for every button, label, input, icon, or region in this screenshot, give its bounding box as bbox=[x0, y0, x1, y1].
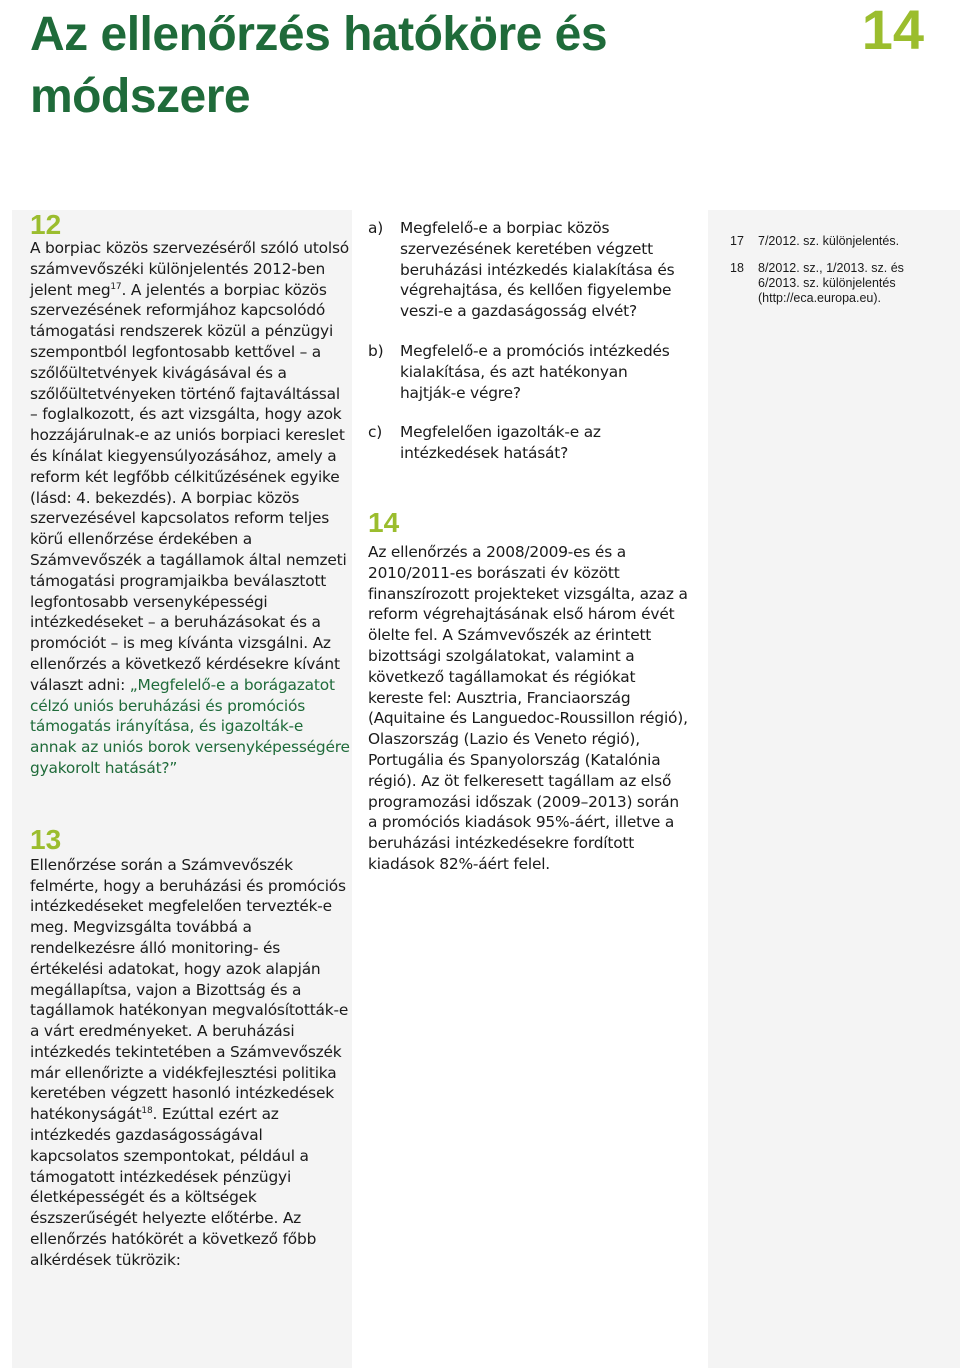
footnote-ref-17[interactable]: 17 bbox=[110, 281, 122, 292]
footnote-17 bbox=[730, 234, 960, 249]
question-letter: c) bbox=[368, 423, 383, 442]
footnote-18 bbox=[730, 261, 960, 306]
question-text: Megfelelően igazolták-e az intézkedések hatását? bbox=[400, 423, 601, 463]
page-number: 14 bbox=[861, 0, 924, 61]
paragraph-14: Az ellenőrzés a 2008/2009-es és a 2010/2011-es borászati év között finanszírozott projekteket vizsgálta, azaz a reform végrehajtásának első három évét ölelte fel. A Számvevőszék az érintett bizottsági szolgálatokat, valamint a következő tagállamokat és régiókat kereste fel: Ausztria, Franciaország (Aquitaine és Languedoc-Roussillon régió), Olaszország (Lazio és Veneto régió), Portugália és Spanyolország (Katalónia régió). Az öt felkeresett tagállam az első programozási időszak (2009–2013) során a promóciós kiadások 95%-áért, illetve a beruházási intézkedésekre fordított kiadások 82%-áért felel. bbox=[368, 542, 688, 873]
paragraph-12-text-start: A borpiac közös szervezéséről szóló utolsó számvevőszéki különjelentés 2012-ben jelent meg bbox=[30, 239, 349, 299]
question-c bbox=[368, 422, 688, 464]
paragraph-13-text-end: . Ezúttal ezért az intézkedés gazdaságosságával kapcsolatos szempontokat, például a támogatott intézkedések pénzügyi életképességét és a költségek észszerűségét helyezte előtérbe. Az ellenőrzés hatókörét a következő főbb alkérdések tükrözik: bbox=[30, 1105, 317, 1269]
question-letter: a) bbox=[368, 219, 384, 237]
page-title: Az ellenőrzés hatóköre és módszere bbox=[30, 8, 608, 123]
footnote-text: 8/2012. sz., 1/2013. sz. és 6/2013. sz. különjelentés (http://eca.europa.eu). bbox=[758, 261, 904, 305]
middle-column bbox=[368, 218, 688, 875]
question-a bbox=[368, 218, 688, 322]
question-text: Megfelelő-e a borpiac közös szervezésének keretében végzett beruházási intézkedés kialakítása és végrehajtása, és kellően figyelembe veszi-e a gazdaságosság elvét? bbox=[400, 219, 675, 321]
footnote-text: 7/2012. sz. különjelentés. bbox=[758, 234, 900, 248]
paragraph-number-12: 12 bbox=[30, 209, 62, 240]
question-b bbox=[368, 341, 688, 403]
footnotes-column bbox=[708, 210, 960, 1368]
paragraph-12 bbox=[30, 238, 352, 779]
footnote-number: 18 bbox=[730, 261, 744, 275]
footnote-number: 17 bbox=[730, 234, 744, 248]
question-letter: b) bbox=[368, 341, 384, 360]
left-column bbox=[12, 210, 352, 1368]
footnote-ref-18[interactable]: 18 bbox=[141, 1106, 153, 1117]
paragraph-number-13: 13 bbox=[30, 823, 62, 855]
paragraph-13 bbox=[30, 855, 352, 1271]
audit-question-highlight: „Megfelelő-e a borágazatot célzó uniós beruházási és promóciós támogatás irányítása, és igazolták-e annak az uniós borok versenyképességére gyakorolt hatását?” bbox=[30, 675, 350, 777]
paragraph-13-text-start: Ellenőrzése során a Számvevőszék felmérte, hogy a beruházási és promóciós intézkedéseket megfelelően tervezték-e meg. Megvizsgálta továbbá a rendelkezésre álló monitoring- és értékelési adatokat, hogy azok alapján megállapítsa, vajon a Bizottság és a tagállamok hatékonyan megvalósították-e a várt eredményeket. A beruházási intézkedés tekintetében a Számvevőszék már ellenőrizte a vidékfejlesztési politika keretében végzett hasonló intézkedések hatékonyságát bbox=[30, 855, 349, 1124]
question-text: Megfelelő-e a promóciós intézkedés kialakítása, és azt hatékonyan hajtják-e végre? bbox=[400, 341, 670, 402]
paragraph-12-text-end: . A jelentés a borpiac közös szervezésének reformjához kapcsolódó támogatási rendszerek közül a pénzügyi szempontból legfontosabb kettővel – a szőlőültetvények kivágásával és a szőlőültetvényeken történő fajtaváltással – foglalkozott, és azt vizsgálta, hogy azok hozzájárulnak-e az uniós borpiaci kereslet és kínálat kiegyensúlyozásához, amely a reform két legfőbb célkitűzésének egyike (lásd: 4. bekezdés). A borpiac közös szervezésével kapcsolatos reform teljes körű ellenőrzése érdekében a Számvevőszék a tagállamok által nemzeti támogatási programjaikba beválasztott legfontosabb versenyképességi intézkedéseket – a beruházásokat és a promóciót – is meg kívánta vizsgálni. Az ellenőrzés a következő kérdésekre kívánt választ adni: bbox=[30, 280, 347, 694]
paragraph-number-14: 14 bbox=[368, 506, 400, 538]
